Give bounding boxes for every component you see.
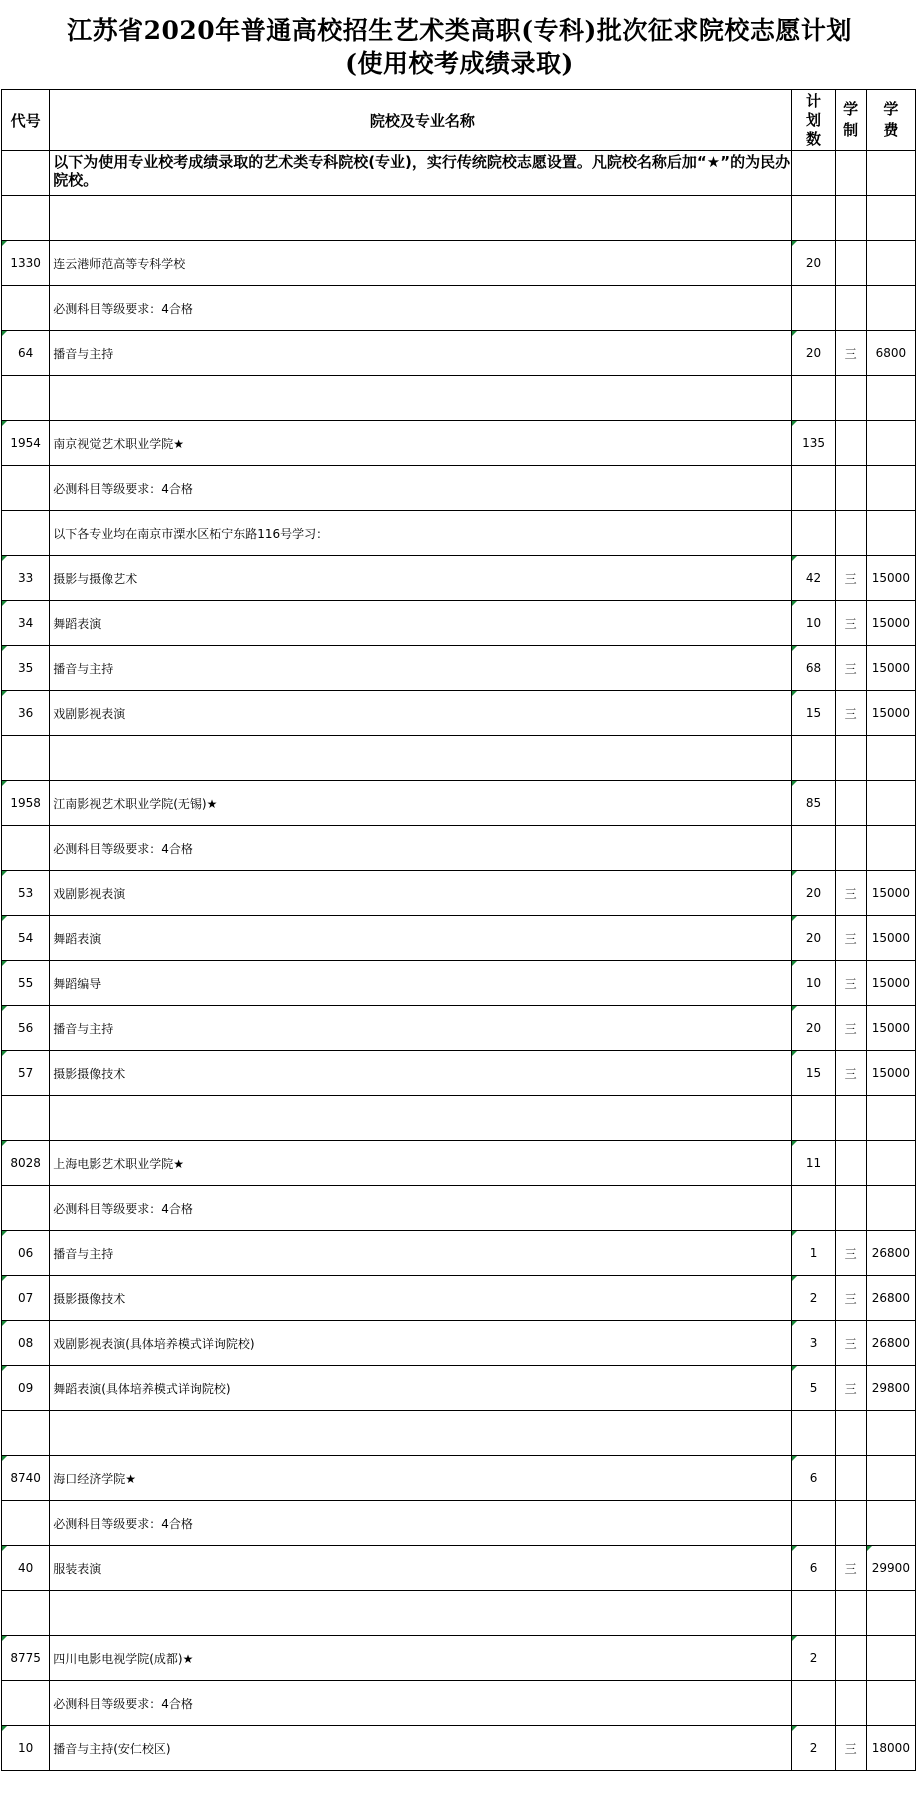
plan-cell: [792, 196, 835, 241]
major-row: [2, 601, 916, 646]
name-cell: [50, 376, 792, 421]
code-cell: 8028: [2, 1141, 50, 1186]
name-cell: 南京视觉艺术职业学院★: [50, 421, 792, 466]
notice-row: [2, 151, 916, 196]
duration-cell: 三: [835, 1726, 866, 1771]
fee-cell: 15000: [866, 646, 915, 691]
major-row: [2, 961, 916, 1006]
name-cell: 舞蹈表演: [50, 916, 792, 961]
note-row: [2, 1681, 916, 1726]
name-cell: 戏剧影视表演(具体培养模式详询院校): [50, 1321, 792, 1366]
major-row: [2, 1051, 916, 1096]
name-cell: 必测科目等级要求：4合格: [50, 1681, 792, 1726]
name-cell: 服装表演: [50, 1546, 792, 1591]
plan-cell: [792, 826, 835, 871]
major-row: [2, 1546, 916, 1591]
name-cell: 以下各专业均在南京市溧水区柘宁东路116号学习：: [50, 511, 792, 556]
name-cell: 摄影摄像技术: [50, 1276, 792, 1321]
plan-cell: 85: [792, 781, 835, 826]
duration-cell: 三: [835, 1366, 866, 1411]
major-row: [2, 646, 916, 691]
school-row: [2, 1636, 916, 1681]
code-cell: 64: [2, 331, 50, 376]
fee-cell: 18000: [866, 1726, 915, 1771]
code-cell: 07: [2, 1276, 50, 1321]
duration-cell: [835, 376, 866, 421]
major-row: [2, 331, 916, 376]
code-cell: [2, 1591, 50, 1636]
plan-cell: [792, 286, 835, 331]
plan-cell: 5: [792, 1366, 835, 1411]
name-cell: 戏剧影视表演: [50, 871, 792, 916]
plan-cell: 6: [792, 1546, 835, 1591]
document-title: [0, 14, 919, 80]
title-line-2: (使用校考成绩录取): [345, 49, 574, 78]
major-row: [2, 556, 916, 601]
name-cell: 播音与主持(安仁校区): [50, 1726, 792, 1771]
header-row: [2, 90, 916, 151]
header-fee: [866, 90, 915, 151]
plan-cell: 20: [792, 1006, 835, 1051]
blank-row: [2, 736, 916, 781]
school-row: [2, 241, 916, 286]
header-plan-char-3: 数: [806, 129, 822, 148]
plan-cell: 2: [792, 1636, 835, 1681]
duration-cell: 三: [835, 1051, 866, 1096]
school-row: [2, 1141, 916, 1186]
fee-cell: 15000: [866, 961, 915, 1006]
fee-cell: 15000: [866, 916, 915, 961]
duration-cell: [835, 421, 866, 466]
name-cell: 播音与主持: [50, 646, 792, 691]
note-row: [2, 466, 916, 511]
plan-cell: [792, 1411, 835, 1456]
name-cell: 海口经济学院★: [50, 1456, 792, 1501]
name-cell: 播音与主持: [50, 331, 792, 376]
code-cell: [2, 466, 50, 511]
plan-cell: 10: [792, 961, 835, 1006]
duration-cell: 三: [835, 646, 866, 691]
plan-cell: 20: [792, 241, 835, 286]
code-cell: 56: [2, 1006, 50, 1051]
code-cell: 1954: [2, 421, 50, 466]
code-cell: 53: [2, 871, 50, 916]
duration-cell: 三: [835, 331, 866, 376]
fee-cell: [866, 421, 915, 466]
duration-cell: 三: [835, 1006, 866, 1051]
plan-cell: 2: [792, 1726, 835, 1771]
duration-cell: 三: [835, 691, 866, 736]
plan-cell: [792, 1186, 835, 1231]
duration-cell: [835, 1591, 866, 1636]
header-duration: [835, 90, 866, 151]
plan-cell: 15: [792, 691, 835, 736]
duration-cell: [835, 826, 866, 871]
code-cell: 35: [2, 646, 50, 691]
fee-cell: 15000: [866, 871, 915, 916]
duration-cell: [835, 781, 866, 826]
fee-cell: 29800: [866, 1366, 915, 1411]
fee-cell: [866, 826, 915, 871]
fee-cell: [866, 1141, 915, 1186]
duration-cell: 三: [835, 601, 866, 646]
name-cell: 必测科目等级要求：4合格: [50, 1186, 792, 1231]
name-cell: 播音与主持: [50, 1006, 792, 1051]
duration-cell: [835, 466, 866, 511]
code-cell: [2, 376, 50, 421]
code-cell: 34: [2, 601, 50, 646]
duration-cell: [835, 511, 866, 556]
notice-duration-cell: [835, 151, 866, 196]
plan-cell: [792, 1501, 835, 1546]
name-cell: 舞蹈编导: [50, 961, 792, 1006]
fee-cell: [866, 1186, 915, 1231]
blank-row: [2, 376, 916, 421]
code-cell: 06: [2, 1231, 50, 1276]
code-cell: 8740: [2, 1456, 50, 1501]
fee-cell: [866, 1456, 915, 1501]
code-cell: 33: [2, 556, 50, 601]
fee-cell: [866, 1096, 915, 1141]
name-cell: 必测科目等级要求：4合格: [50, 826, 792, 871]
plan-cell: [792, 466, 835, 511]
header-plan: [792, 90, 835, 151]
fee-cell: 15000: [866, 1051, 915, 1096]
note-row: [2, 1501, 916, 1546]
name-cell: [50, 736, 792, 781]
code-cell: 55: [2, 961, 50, 1006]
fee-cell: [866, 511, 915, 556]
name-cell: 舞蹈表演(具体培养模式详询院校): [50, 1366, 792, 1411]
plan-cell: 11: [792, 1141, 835, 1186]
major-row: [2, 1366, 916, 1411]
note-row: [2, 826, 916, 871]
plan-table: [1, 89, 916, 1771]
plan-cell: 68: [792, 646, 835, 691]
plan-cell: [792, 1591, 835, 1636]
header-duration-label: 学制: [843, 100, 859, 139]
note-row: [2, 511, 916, 556]
code-cell: [2, 1411, 50, 1456]
major-row: [2, 1231, 916, 1276]
duration-cell: 三: [835, 1276, 866, 1321]
duration-cell: [835, 1456, 866, 1501]
school-row: [2, 781, 916, 826]
name-cell: 戏剧影视表演: [50, 691, 792, 736]
duration-cell: 三: [835, 556, 866, 601]
title-line-1: 江苏省2020年普通高校招生艺术类高职(专科)批次征求院校志愿计划: [67, 16, 852, 45]
duration-cell: 三: [835, 1231, 866, 1276]
duration-cell: [835, 1411, 866, 1456]
duration-cell: [835, 286, 866, 331]
header-fee-label: 学费: [883, 100, 899, 139]
blank-row: [2, 1411, 916, 1456]
fee-cell: [866, 1411, 915, 1456]
plan-cell: 2: [792, 1276, 835, 1321]
plan-cell: 20: [792, 871, 835, 916]
name-cell: [50, 196, 792, 241]
duration-cell: [835, 1501, 866, 1546]
name-cell: [50, 1411, 792, 1456]
fee-cell: [866, 1681, 915, 1726]
fee-cell: 6800: [866, 331, 915, 376]
plan-cell: 42: [792, 556, 835, 601]
fee-cell: [866, 1636, 915, 1681]
header-plan-char-1: 计: [806, 91, 822, 110]
major-row: [2, 691, 916, 736]
plan-cell: [792, 1681, 835, 1726]
header-plan-char-2: 划: [806, 110, 822, 129]
fee-cell: [866, 1501, 915, 1546]
code-cell: 1330: [2, 241, 50, 286]
duration-cell: 三: [835, 1546, 866, 1591]
fee-cell: 15000: [866, 1006, 915, 1051]
plan-cell: 20: [792, 331, 835, 376]
fee-cell: 15000: [866, 601, 915, 646]
notice-plan-cell: [792, 151, 835, 196]
duration-cell: 三: [835, 961, 866, 1006]
plan-cell: 135: [792, 421, 835, 466]
major-row: [2, 1321, 916, 1366]
name-cell: 四川电影电视学院(成都)★: [50, 1636, 792, 1681]
code-cell: [2, 196, 50, 241]
note-row: [2, 286, 916, 331]
name-cell: 摄影摄像技术: [50, 1051, 792, 1096]
plan-cell: 6: [792, 1456, 835, 1501]
code-cell: [2, 1501, 50, 1546]
name-cell: 摄影与摄像艺术: [50, 556, 792, 601]
code-cell: 08: [2, 1321, 50, 1366]
duration-cell: [835, 1636, 866, 1681]
fee-cell: 15000: [866, 556, 915, 601]
plan-cell: 15: [792, 1051, 835, 1096]
name-cell: 必测科目等级要求：4合格: [50, 1501, 792, 1546]
code-cell: [2, 1186, 50, 1231]
major-row: [2, 1006, 916, 1051]
fee-cell: [866, 1591, 915, 1636]
name-cell: [50, 1096, 792, 1141]
code-cell: [2, 826, 50, 871]
code-cell: 8775: [2, 1636, 50, 1681]
major-row: [2, 1726, 916, 1771]
code-cell: 10: [2, 1726, 50, 1771]
name-cell: 必测科目等级要求：4合格: [50, 466, 792, 511]
school-row: [2, 1456, 916, 1501]
duration-cell: 三: [835, 1321, 866, 1366]
code-cell: [2, 511, 50, 556]
major-row: [2, 871, 916, 916]
fee-cell: 26800: [866, 1276, 915, 1321]
duration-cell: [835, 1186, 866, 1231]
plan-cell: 3: [792, 1321, 835, 1366]
fee-cell: [866, 196, 915, 241]
fee-cell: [866, 781, 915, 826]
header-code: 代号: [2, 90, 50, 151]
plan-cell: [792, 736, 835, 781]
fee-cell: 15000: [866, 691, 915, 736]
note-row: [2, 1186, 916, 1231]
name-cell: 上海电影艺术职业学院★: [50, 1141, 792, 1186]
duration-cell: 三: [835, 916, 866, 961]
header-name: 院校及专业名称: [50, 90, 792, 151]
duration-cell: [835, 1681, 866, 1726]
name-cell: 必测科目等级要求：4合格: [50, 286, 792, 331]
notice-text: 以下为使用专业校考成绩录取的艺术类专科院校(专业)，实行传统院校志愿设置。凡院校名称后加“★”的为民办院校。: [50, 151, 792, 196]
name-cell: [50, 1591, 792, 1636]
code-cell: [2, 1681, 50, 1726]
plan-cell: 1: [792, 1231, 835, 1276]
plan-cell: [792, 1096, 835, 1141]
code-cell: 36: [2, 691, 50, 736]
duration-cell: [835, 1141, 866, 1186]
code-cell: 54: [2, 916, 50, 961]
code-cell: 09: [2, 1366, 50, 1411]
major-row: [2, 916, 916, 961]
duration-cell: [835, 1096, 866, 1141]
name-cell: 连云港师范高等专科学校: [50, 241, 792, 286]
code-cell: 57: [2, 1051, 50, 1096]
fee-cell: 26800: [866, 1321, 915, 1366]
notice-code-cell: [2, 151, 50, 196]
plan-cell: 10: [792, 601, 835, 646]
duration-cell: [835, 736, 866, 781]
major-row: [2, 1276, 916, 1321]
notice-fee-cell: [866, 151, 915, 196]
duration-cell: 三: [835, 871, 866, 916]
fee-cell: [866, 376, 915, 421]
plan-cell: [792, 376, 835, 421]
fee-cell: [866, 241, 915, 286]
school-row: [2, 421, 916, 466]
name-cell: 播音与主持: [50, 1231, 792, 1276]
fee-cell: [866, 736, 915, 781]
code-cell: [2, 1096, 50, 1141]
blank-row: [2, 1591, 916, 1636]
blank-row: [2, 196, 916, 241]
duration-cell: [835, 241, 866, 286]
code-cell: 40: [2, 1546, 50, 1591]
code-cell: 1958: [2, 781, 50, 826]
name-cell: 江南影视艺术职业学院(无锡)★: [50, 781, 792, 826]
code-cell: [2, 736, 50, 781]
fee-cell: [866, 466, 915, 511]
fee-cell: [866, 286, 915, 331]
fee-cell: 26800: [866, 1231, 915, 1276]
blank-row: [2, 1096, 916, 1141]
plan-cell: 20: [792, 916, 835, 961]
plan-cell: [792, 511, 835, 556]
duration-cell: [835, 196, 866, 241]
code-cell: [2, 286, 50, 331]
fee-cell: 29900: [866, 1546, 915, 1591]
name-cell: 舞蹈表演: [50, 601, 792, 646]
